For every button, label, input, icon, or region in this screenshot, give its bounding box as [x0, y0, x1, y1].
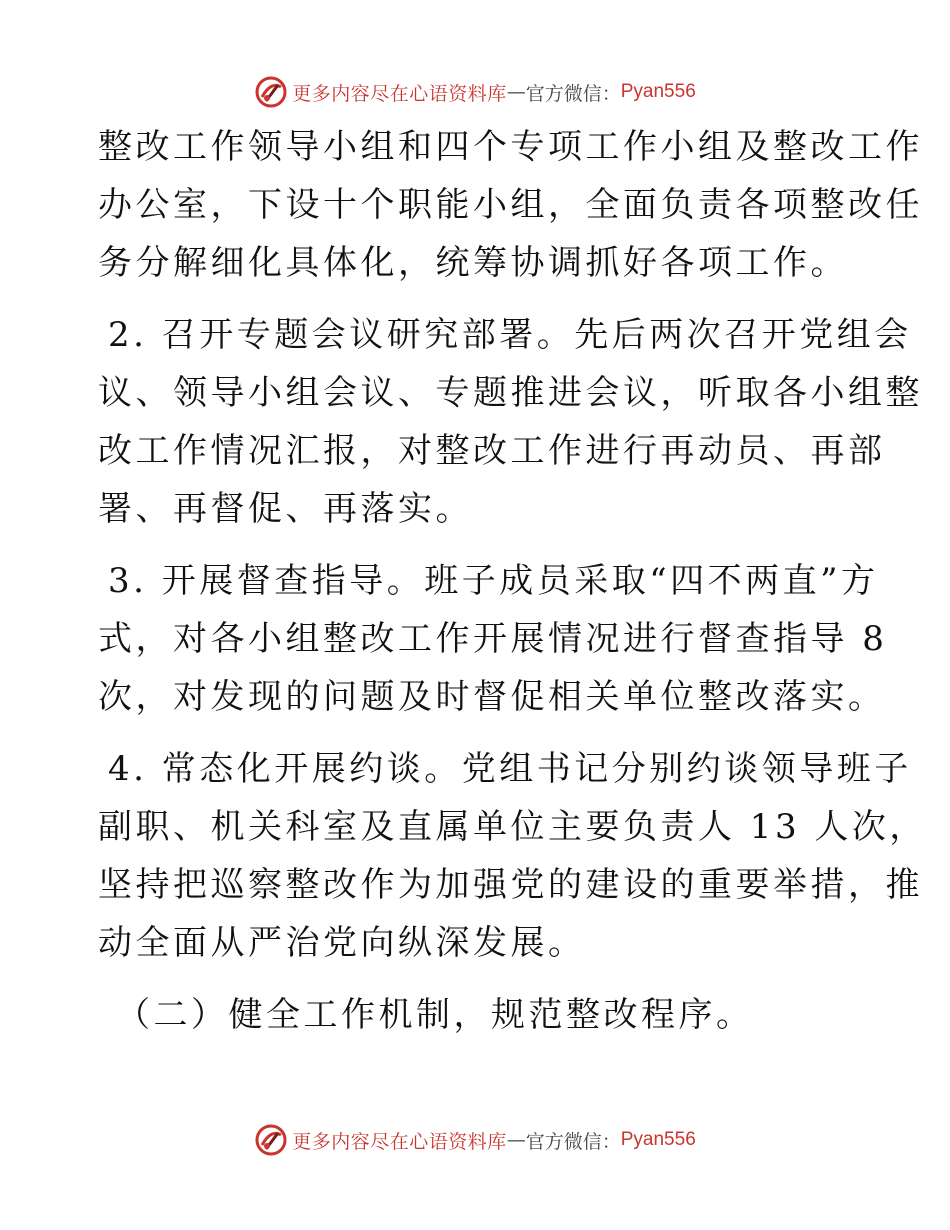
footer-watermark [0, 1120, 950, 1160]
logo-icon [254, 75, 288, 109]
watermark-wechat-id: Pyan556 [620, 1129, 696, 1150]
header-watermark [0, 72, 950, 112]
text-line: 办公室，下设十个职能小组，全面负责各项整改任 [98, 185, 923, 225]
text-line: 副职、机关科室及直属单位主要负责人 13 人次， [98, 807, 927, 847]
watermark-site-text: 更多内容尽在心语资料库 [292, 82, 507, 105]
text-line: 整改工作领导小组和四个专项工作小组及整改工作 [98, 127, 923, 167]
text-line: 坚持把巡察整改作为加强党的建设的重要举措，推 [98, 865, 923, 905]
text-line: 3. 开展督查指导。班子成员采取“四不两直”方 [108, 561, 879, 601]
section-heading: （二）健全工作机制，规范整改程序。 [116, 995, 754, 1035]
text-line: 动全面从严治党向纵深发展。 [98, 923, 586, 963]
watermark-wechat-label: 官方微信： [525, 82, 621, 105]
text-line: 署、再督促、再落实。 [98, 489, 473, 529]
logo-icon [254, 1123, 288, 1157]
watermark-site-text: 更多内容尽在心语资料库 [292, 1130, 507, 1153]
document-body [98, 118, 927, 1044]
paragraph-3 [98, 552, 888, 726]
text-line: 改工作情况汇报，对整改工作进行再动员、再部 [98, 431, 886, 471]
paragraph-4 [98, 740, 927, 972]
text-line: 议、领导小组会议、专题推进会议，听取各小组整 [98, 373, 923, 413]
text-line: 务分解细化具体化，统筹协调抓好各项工作。 [98, 243, 848, 283]
paragraph-2 [98, 306, 923, 538]
watermark-wechat-label: 官方微信： [525, 1130, 621, 1153]
paragraph-1 [98, 118, 923, 292]
watermark-dash: — [506, 1129, 526, 1151]
text-line: 4. 常态化开展约谈。党组书记分别约谈领导班子 [108, 749, 912, 789]
watermark-wechat-id: Pyan556 [620, 81, 696, 102]
text-line: 2. 召开专题会议研究部署。先后两次召开党组会 [108, 315, 912, 355]
text-line: 次，对发现的问题及时督促相关单位整改落实。 [98, 677, 886, 717]
text-line: 式，对各小组整改工作开展情况进行督查指导 8 [98, 619, 888, 659]
watermark-dash: — [506, 81, 526, 103]
